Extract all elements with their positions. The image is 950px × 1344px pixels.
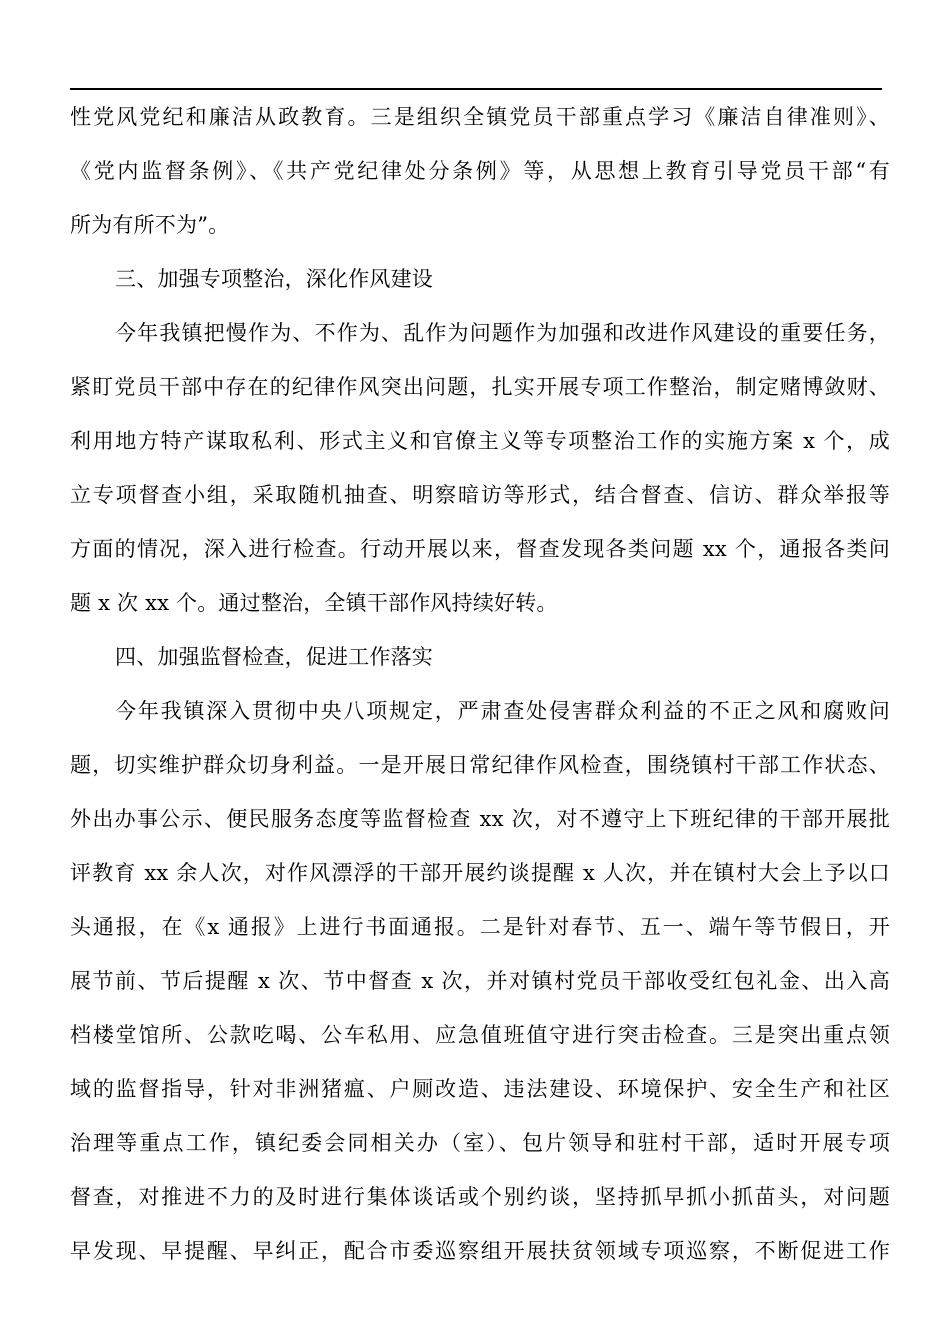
text-line: 《党内监督条例》、《共产党纪律处分条例》等，从思想上教育引导党员干部“有 bbox=[70, 159, 890, 183]
text-line: 方面的情况，深入进行检查。行动开展以来，督查发现各类问题 xx 个，通报各类问 bbox=[70, 537, 890, 561]
text-line: 外出办事公示、便民服务态度等监督检查 xx 次，对不遵守上下班纪律的干部开展批 bbox=[70, 807, 890, 831]
section-heading-3: 三、加强专项整治，深化作风建设 bbox=[115, 267, 433, 291]
text-line: 利用地方特产谋取私利、形式主义和官僚主义等专项整治工作的实施方案 x 个，成 bbox=[70, 429, 890, 453]
text-line: 题 x 次 xx 个。通过整治，全镇干部作风持续好转。 bbox=[70, 591, 558, 615]
text-line: 头通报，在《x 通报》上进行书面通报。二是针对春节、五一、端午等节假日，开 bbox=[70, 915, 890, 939]
text-line: 立专项督查小组，采取随机抽查、明察暗访等形式，结合督查、信访、群众举报等 bbox=[70, 483, 890, 507]
text-line: 展节前、节后提醒 x 次、节中督查 x 次，并对镇村党员干部收受红包礼金、出入高 bbox=[70, 969, 890, 993]
text-line: 今年我镇把慢作为、不作为、乱作为问题作为加强和改进作风建设的重要任务， bbox=[115, 321, 890, 345]
text-line: 紧盯党员干部中存在的纪律作风突出问题，扎实开展专项工作整治，制定赌博敛财、 bbox=[70, 375, 890, 399]
document-body bbox=[70, 90, 890, 1278]
text-line: 所为有所不为”。 bbox=[70, 213, 230, 237]
text-line: 域的监督指导，针对非洲猪瘟、户厕改造、违法建设、环境保护、安全生产和社区 bbox=[70, 1077, 890, 1101]
text-line: 督查，对推进不力的及时进行集体谈话或个别约谈，坚持抓早抓小抓苗头，对问题 bbox=[70, 1185, 890, 1209]
text-line: 题，切实维护群众切身利益。一是开展日常纪律作风检查，围绕镇村干部工作状态、 bbox=[70, 753, 890, 777]
text-line: 早发现、早提醒、早纠正，配合市委巡察组开展扶贫领域专项巡察，不断促进工作 bbox=[70, 1239, 890, 1263]
text-line: 档楼堂馆所、公款吃喝、公车私用、应急值班值守进行突击检查。三是突出重点领 bbox=[70, 1023, 890, 1047]
text-line: 治理等重点工作，镇纪委会同相关办（室）、包片领导和驻村干部，适时开展专项 bbox=[70, 1131, 890, 1155]
text-line: 评教育 xx 余人次，对作风漂浮的干部开展约谈提醒 x 人次，并在镇村大会上予以口 bbox=[70, 861, 890, 885]
section-heading-4: 四、加强监督检查，促进工作落实 bbox=[115, 645, 433, 669]
text-line: 性党风党纪和廉洁从政教育。三是组织全镇党员干部重点学习《廉洁自律准则》、 bbox=[70, 105, 890, 129]
text-line: 今年我镇深入贯彻中央八项规定，严肃查处侵害群众利益的不正之风和腐败问 bbox=[115, 699, 890, 723]
